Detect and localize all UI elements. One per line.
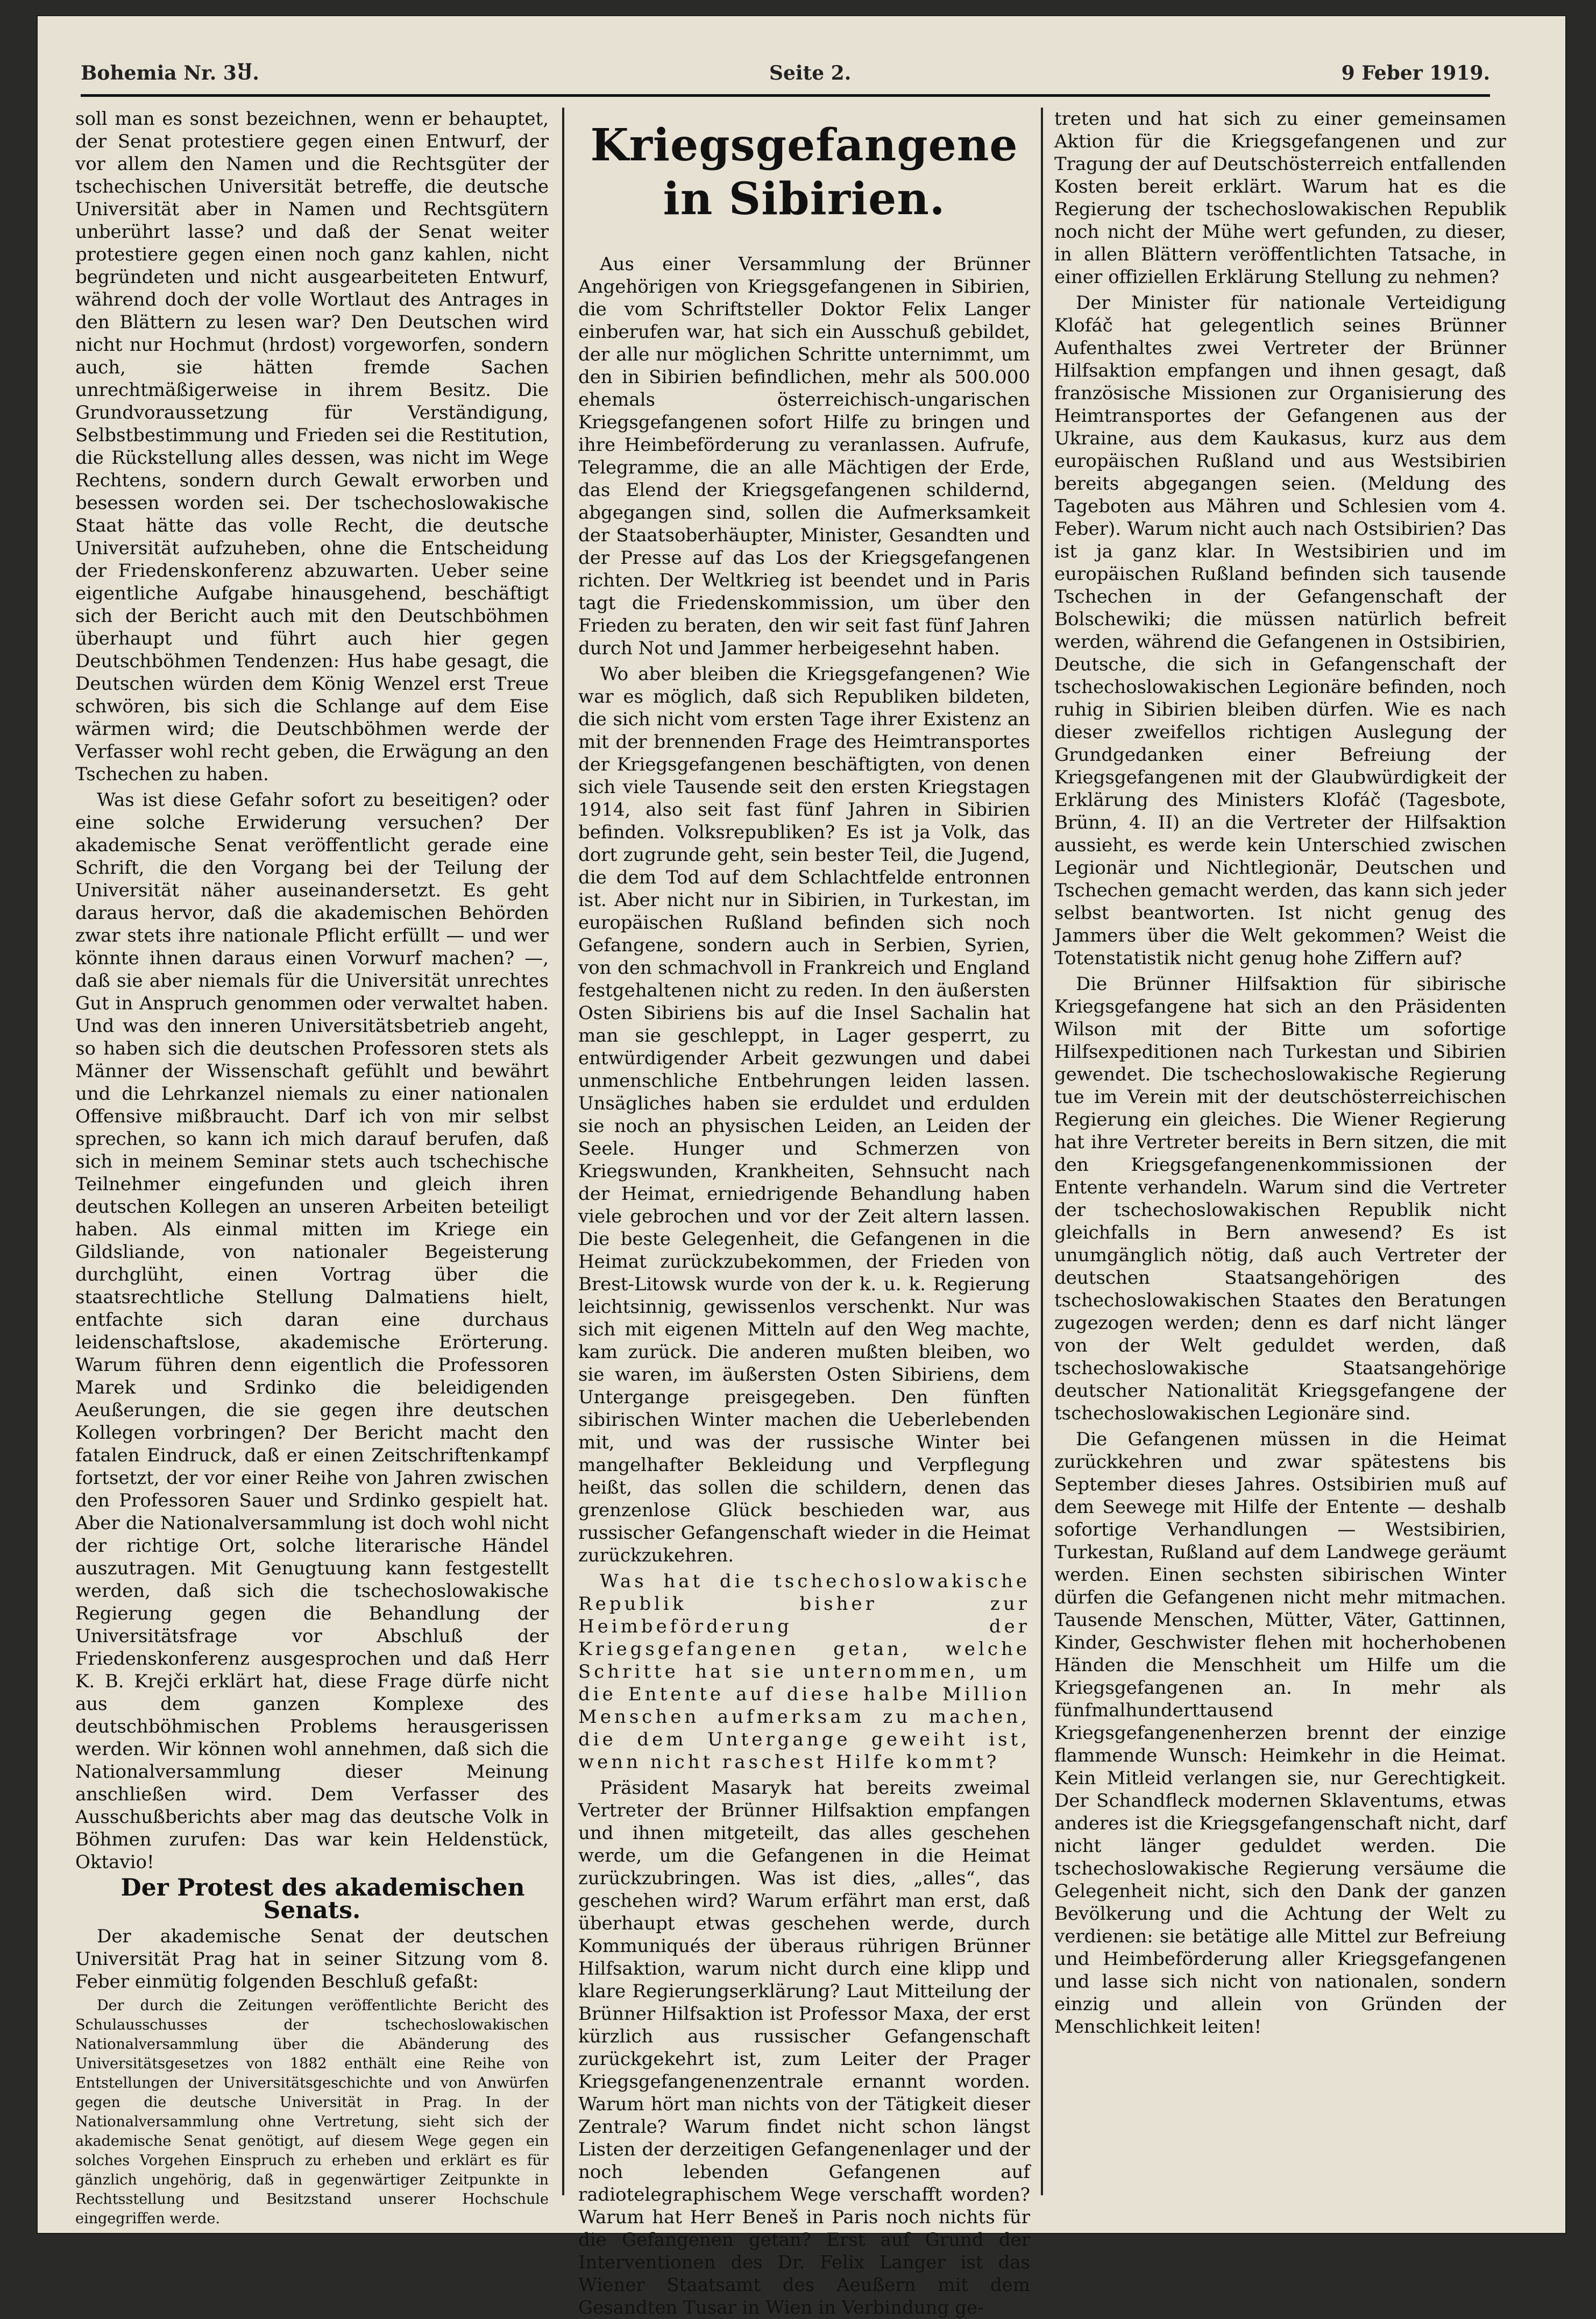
issue-date: 9 Feber 1919. [1341, 62, 1490, 84]
column-3 [1054, 108, 1506, 2222]
section-heading: Der Protest des akademischen Senats. [120, 1874, 525, 1924]
article-text: Die Gefangenen müssen in die Heimat zurückkehren und zwar spätestens bis September dieses Jahres. Ostsibirien muß auf dem Seewege mit Hilfe der Entente — deshalb sofortige Verhandlungen — Westsibirien, Turkestan, Rußland auf dem Landwege geräumt werden. Einen sechsten sibirischen Winter dürfen die Gefangenen nicht mehr mitmachen. Tausende Menschen, Mütter, Väter, Gattinnen, Kinder, Geschwister flehen mit hocherhobenen Händen die Menschheit um Hilfe um die Kriegsgefangenen an. In mehr als fünfmalhunderttausend Kriegsgefangenenherzen brennt der einzige flammende Wunsch: Heimkehr in die Heimat. Kein Mitleid verlangen sie, nur Gerechtigkeit. Der Schandfleck modernen Sklaventums, etwas anderes ist die Kriegsgefangenschaft nicht, darf nicht länger geduldet werden. Die tschechoslowakische Regierung versäume die Gelegenheit nicht, sich den Dank der ganzen Bevölkerung und die Achtung der Welt zu verdienen: sie betätige alle Mittel zur Befreiung und Heimbeförderung aller Kriegsgefangenen und lasse sich nicht von nationalen, sondern einzig und allein von Gründen der Menschlichkeit leiten! [1054, 1429, 1506, 2038]
article-text: Was ist diese Gefahr sofort zu beseitigen? oder eine solche Erwiderung versuchen? Der akademische Senat veröffentlicht gerade eine Schrift, die den Vorgang bei der Teilung der Universität näher auseinandersetzt. Es geht daraus hervor, daß die akademischen Behörden zwar stets ihre nationale Pflicht erfüllt — und wer könnte ihnen daraus einen Vorwurf machen? —, daß sie aber niemals für die Universität unrechtes Gut in Anspruch genommen oder verwaltet haben. Und was den inneren Universitätsbetrieb angeht, so haben sich die deutschen Professoren stets als Männer der Wissenschaft gefühlt und bewährt und die Lehrkanzel niemals zu einer nationalen Offensive mißbraucht. Darf ich von mir selbst sprechen, so kann ich mich darauf berufen, daß sich in meinem Seminar stets auch tschechische Teilnehmer eingefunden und gleich ihren deutschen Kollegen an unseren Arbeiten beteiligt haben. Als einmal mitten im Kriege ein Gildsliande, von nationaler Begeisterung durchglüht, einen Vortrag über die staatsrechtliche Stellung Dalmatiens hielt, entfachte sich daran eine durchaus leidenschaftslose, akademische Erörterung. Warum führen denn eigentlich die Professoren Marek und Srdinko die beleidigenden Aeußerungen, die sie gegen ihre deutschen Kollegen vorbringen? Der Bericht macht den fatalen Eindruck, daß er einen Zeitschriftenkampf fortsetzt, der vor einer Reihe von Jahren zwischen den Professoren Sauer und Srdinko gespielt hat. Aber die Nationalversammlung ist doch wohl nicht der richtige Ort, solche literarische Händel auszutragen. Mit Genugtuung kann festgestellt werden, daß sich die tschechoslowakische Regierung gegen die Behandlung der Universitätsfrage vor Abschluß der Friedenskonferenz ausgesprochen und daß Herr K. B. Krejči erklärt hat, diese Frage dürfe nicht aus dem ganzen Komplexe des deutschböhmischen Problems herausgerissen werden. Wir können wohl annehmen, daß sich die Nationalversammlung dieser Meinung anschließen wird. Dem Verfasser des Ausschußberichts aber mag das deutsche Volk in Böhmen zurufen: Das war kein Heldenstück, Oktavio! [75, 789, 549, 1873]
page-number: Seite 2. [769, 62, 852, 84]
article-text: treten und hat sich zu einer gemeinsamen Aktion für die Kriegsgefangenen und zur Tragung der auf Deutschösterreich entfallenden Kosten bereit erklärt. Warum hat es die Regierung der tschechoslowakischen Republik noch nicht der Mühe wert gefunden, zu dieser, in allen Blättern veröffentlichten Tatsache, in einer offiziellen Erklärung Stellung zu nehmen? [1054, 108, 1506, 288]
page-header [81, 51, 1490, 89]
header-rule [81, 94, 1490, 97]
article-text: Aus einer Versammlung der Brünner Angehörigen von Kriegsgefangenen in Sibirien, die vom Schriftsteller Doktor Felix Langer einberufen war, hat sich ein Ausschuß gebildet, der alle nur möglichen Schritte unternimmt, um den in Sibirien befindlichen, mehr als 500.000 ehemals österreichisch-ungarischen Kriegsgefangenen sofort Hilfe zu bringen und ihre Heimbeförderung zu veranlassen. Aufrufe, Telegramme, die an alle Mächtigen der Erde, das Elend der Kriegsgefangenen schildernd, abgegangen sind, sollen die Aufmerksamkeit der Staatsoberhäupter, Minister, Gesandten und der Presse auf das Los der Kriegsgefangenen richten. Der Weltkrieg ist beendet und in Paris tagt die Friedenskommission, um über den Frieden zu beraten, den wir seit fast fünf Jahren durch Not und Jammer herbeigesehnt haben. [578, 253, 1030, 659]
column-2 [578, 108, 1030, 2318]
resolution-text: Der durch die Zeitungen veröffentlichte Bericht des Schulausschusses der tschechoslowakischen Nationalversammlung über die Abänderung des Universitätsgesetzes von 1882 enthält eine Reihe von Entstellungen der Universitätsgeschichte und von Anwürfen gegen die deutsche Universität in Prag. In der Nationalversammlung ohne Vertretung, sieht sich der akademische Senat genötigt, auf diesem Wege gegen ein solches Vorgehen Einspruch zu erheben und erklärt es für gänzlich ungehörig, daß in gegenwärtiger Zeitpunkte in Rechtsstellung und Besitzstand unserer Hochschule eingegriffen werde. [75, 1997, 549, 2227]
article-text: Die Brünner Hilfsaktion für sibirische Kriegsgefangene hat sich an den Präsidenten Wilson mit der Bitte um sofortige Hilfsexpeditionen nach Turkestan und Sibirien gewendet. Die tschechoslowakische Regierung tue im Verein mit der deutschösterreichischen Regierung ein gleiches. Die Wiener Regierung hat ihre Vertreter bereits in Bern sitzen, die mit den Kriegsgefangenenkommissionen der Entente verhandeln. Warum sind die Vertreter der tschechoslowakischen Republik nicht gleichfalls in Bern anwesend? Es ist unumgänglich nötig, daß auch Vertreter der deutschen Staatsangehörigen des tschechoslowakischen Staates den Beratungen zugezogen werden; denn es darf nicht länger von der Welt geduldet werden, daß tschechoslowakische Staatsangehörige deutscher Nationalität Kriegsgefangene der tschechoslowakischen Legionäre sind. [1054, 973, 1506, 1424]
article-text: Der Minister für nationale Verteidigung Klofáč hat gelegentlich seines Brünner Aufenthaltes zwei Vertreter der Brünner Hilfsaktion empfangen und ihnen gesagt, daß französische Missionen zur Organisierung des Heimtransportes der Gefangenen aus der Ukraine, aus dem Kaukasus, kurz aus dem europäischen Rußland und aus Westsibirien bereits abgegangen seien. (Meldung des Tageboten aus Mähren und Schlesien vom 4. Feber). Warum nicht auch nach Ostsibirien? Das ist ja ganz klar. In Westsibirien und im europäischen Rußland befinden sich tausende Tschechen in der Gefangenschaft der Bolschewiki; die müssen natürlich befreit werden, während die Gefangenen in Ostsibirien, Deutsche, die sich in Gefangenschaft der tschechoslowakischen Legionäre befinden, noch ruhig in Sibirien bleiben dürfen. Wie es nach dieser zweifellos richtigen Auslegung der Grundgedanken einer Befreiung der Kriegsgefangenen mit der Glaubwürdigkeit der Erklärung des Ministers Klofáč (Tagesbote, Brünn, 4. II) an die Vertreter der Hilfsaktion aussieht, es werde kein Unterschied zwischen Legionär und Nichtlegionär, Deutschen und Tschechen gemacht werden, das kann sich jeder selbst beantworten. Ist nicht genug des Jammers über die Welt gekommen? Weist die Totenstatistik nicht genug hohe Ziffern auf? [1054, 292, 1506, 969]
article-text: Wo aber bleiben die Kriegsgefangenen? Wie war es möglich, daß sich Republiken bildeten, die sich nicht vom ersten Tage ihrer Existenz an mit der brennenden Frage des Heimtransportes der Kriegsgefangenen beschäftigten, von denen sich viele Tausende seit den ersten Kriegstagen 1914, also seit fast fünf Jahren in Sibirien befinden. Volksrepubliken? Es ist ja Volk, das dort zugrunde geht, sein bester Teil, die Jugend, die dem Tod auf dem Schlachtfelde entronnen ist. Aber nicht nur in Sibirien, in Turkestan, im europäischen Rußland befinden sich noch Gefangene, sondern auch in Serbien, Syrien, von den schmachvoll in Frankreich und England festgehaltenen nicht zu reden. In den äußersten Osten Sibiriens bis auf die Insel Sachalin hat man sie geschleppt, in Lager gesperrt, zu entwürdigender Arbeit gezwungen und dabei unmenschliche Entbehrungen leiden lassen. Unsägliches haben sie erduldet und erdulden sie noch an physischen Leiden, an Leiden der Seele. Hunger und Schmerzen von Kriegswunden, Krankheiten, Sehnsucht nach der Heimat, erniedrigende Behandlung haben viele gebrochen und vor der Zeit altern lassen. Die beste Gelegenheit, die Gefangenen in die Heimat zurückzubekommen, der Frieden von Brest-Litowsk wurde von der k. u. k. Regierung leichtsinnig, gewissenlos verschenkt. Nur was sich mit eigenen Mitteln auf den Weg machte, kam zurück. Die anderen mußten bleiben, wo sie waren, im äußersten Osten Sibiriens, dem Untergange preisgegeben. Den fünften sibirischen Winter machen die Ueberlebenden mit, und was der russische Winter bei mangelhafter Bekleidung und Verpflegung heißt, das sollen die schildern, denen das grenzenlose Glück beschieden war, aus russischer Gefangenschaft wieder in die Heimat zurückzukehren. [578, 663, 1030, 1566]
masthead-issue: Bohemia Nr. 3Ⴘ. [81, 62, 259, 84]
column-1 [75, 108, 549, 2227]
article-title: Kriegsgefangene in Sibirien. [590, 119, 1018, 225]
article-text: soll man es sonst bezeichnen, wenn er behauptet, der Senat protestiere gegen einen Entwurf, der vor allem den Namen und die Rechtsgüter der tschechischen Universität betreffe, die deutsche Universität aber in Namen und Rechtsgütern unberührt lasse? und daß der Senat weiter protestiere gegen einen noch ganz kahlen, nicht begründeten und nicht ausgearbeiteten Entwurf, während doch der volle Wortlaut des Antrages in den Blättern zu lesen war? Den Deutschen wird nicht nur Hochmut (hrdost) vorgeworfen, sondern auch, sie hätten fremde Sachen unrechtmäßigerweise in ihrem Besitz. Die Grundvoraussetzung für Verständigung, Selbstbestimmung und Frieden sei die Restitution, die Rückstellung alles dessen, was nicht im Wege Rechtens, sondern durch Gewalt erworben und besessen worden sei. Der tschechoslowakische Staat hätte das volle Recht, die deutsche Universität aufzuheben, ohne die Entscheidung der Friedenskonferenz abzuwarten. Ueber seine eigentliche Aufgabe hinausgehend, beschäftigt sich der Bericht auch mit den Deutschböhmen überhaupt und führt auch hier gegen Deutschböhmen Tendenzen: Hus habe gesagt, die Deutschen würden dem König Wenzel erst Treue schwören, bis sich die Schlange auf dem Eise wärmen wird; die Deutschböhmen werde der Verfasser wohl recht geben, die Erwägung an den Tschechen zu haben. [75, 108, 549, 785]
column-divider-1 [562, 108, 564, 2195]
article-text: Was hat die tschechoslowakische Republik bisher zur Heimbeförderung der Kriegsgefangenen getan, welche Schritte hat sie unternommen, um die Entente auf diese halbe Million Menschen aufmerksam zu machen, die dem Untergange geweiht ist, wenn nicht raschest Hilfe kommt? [578, 1571, 1030, 1773]
column-divider-2 [1041, 108, 1043, 2195]
article-text: Der akademische Senat der deutschen Universität Prag hat in seiner Sitzung vom 8. Feber einmütig folgenden Beschluß gefaßt: [75, 1926, 549, 1992]
article-text: Präsident Masaryk hat bereits zweimal Vertreter der Brünner Hilfsaktion empfangen und ihnen mitgeteilt, das alles geschehen werde, um die Gefangenen in die Heimat zurückzubringen. Was ist dies, „alles“, das geschehen wird? Warum erfährt man erst, daß überhaupt etwas geschehen werde, durch Kommuniqués der überaus rührigen Brünner Hilfsaktion, warum nicht durch eine klipp und klare Regierungserklärung? Laut Mitteilung der Brünner Hilfsaktion ist Professor Maxa, der erst kürzlich aus russischer Gefangenschaft zurückgekehrt ist, zum Leiter der Prager Kriegsgefangenenzentrale ernannt worden. Warum hört man nichts von der Tätigkeit dieser Zentrale? Warum findet nicht schon längst Listen der derzeitigen Gefangenenlager und der noch lebenden Gefangenen auf radiotelegraphischem Wege verschafft worden? Warum hat Herr Beneš in Paris noch nichts für die Gefangenen getan? Erst auf Grund der Interventionen des Dr. Felix Langer ist das Wiener Staatsamt des Aeußern mit dem Gesandten Tusar in Wien in Verbindung ge- [578, 1777, 1030, 2318]
